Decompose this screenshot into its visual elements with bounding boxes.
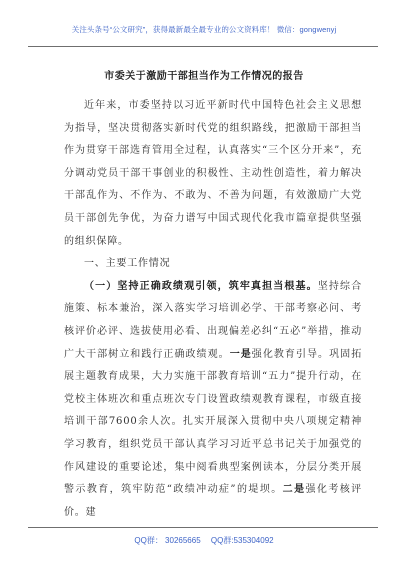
point-two-label: 二是: [282, 484, 306, 496]
document-title: 市委关于激励干部担当作为工作情况的报告: [104, 71, 304, 82]
point-two-text: 强化考核评价。建: [64, 484, 362, 518]
point-one-label: 一是: [229, 348, 252, 360]
footer-divider: [28, 527, 378, 528]
point-one-text: 强化教育引导。巩固拓展主题教育成果，大力实施干部教育培训“五力”提升行动，在党校主体班次和重点班次专门设置政绩观教育课程，市级直接培训干部7600余人次。扎实开展深入贯彻中央八项规定精神学习教育，组织党员干部认真学习习近平总书记关于加强党的作风建设的重要论述，集中阅看典型案例读本，分层分类开展警示教育，筑牢防范“政绩冲动症”的堤坝。: [64, 348, 362, 496]
header-divider: [28, 46, 378, 47]
subsection-paragraph: [64, 276, 362, 525]
document-body: [64, 95, 362, 524]
section-heading: 一、主要工作情况: [84, 258, 171, 270]
page-footer: [0, 535, 408, 546]
footer-qq-group-1: QQ群： 30265665: [134, 536, 201, 545]
subsection-text: 坚持综合施策、标本兼治，深入落实学习培训必学、干部考察必问、考核评价必评、选拔使用必看、出现偏差必纠“五必”举措，推动广大干部树立和践行正确政绩观。: [64, 280, 362, 360]
intro-paragraph: 近年来，市委坚持以习近平新时代中国特色社会主义思想为指导，坚决贯彻落实新时代党的组织路线，把激励干部担当作为贯穿干部选育管用全过程，认真落实“三个区分开来”，充分调动党员干部干事创业的积极性、主动性创造性，着力解决干部乱作为、不作为、不敢为、不善为问题，有效激励广大党员干部创先争优，为奋力谱写中国式现代化我市篇章提供坚强的组织保障。: [64, 100, 362, 247]
subsection-heading: （一）坚持正确政绩观引领，筑牢真担当根基。: [84, 280, 318, 292]
page-header-text: 关注头条号“公文研究”，获得最新最全最专业的公文资料库！ 微信：gongwenyj: [71, 25, 337, 34]
footer-qq-group-2: QQ群:535304092: [210, 536, 274, 545]
